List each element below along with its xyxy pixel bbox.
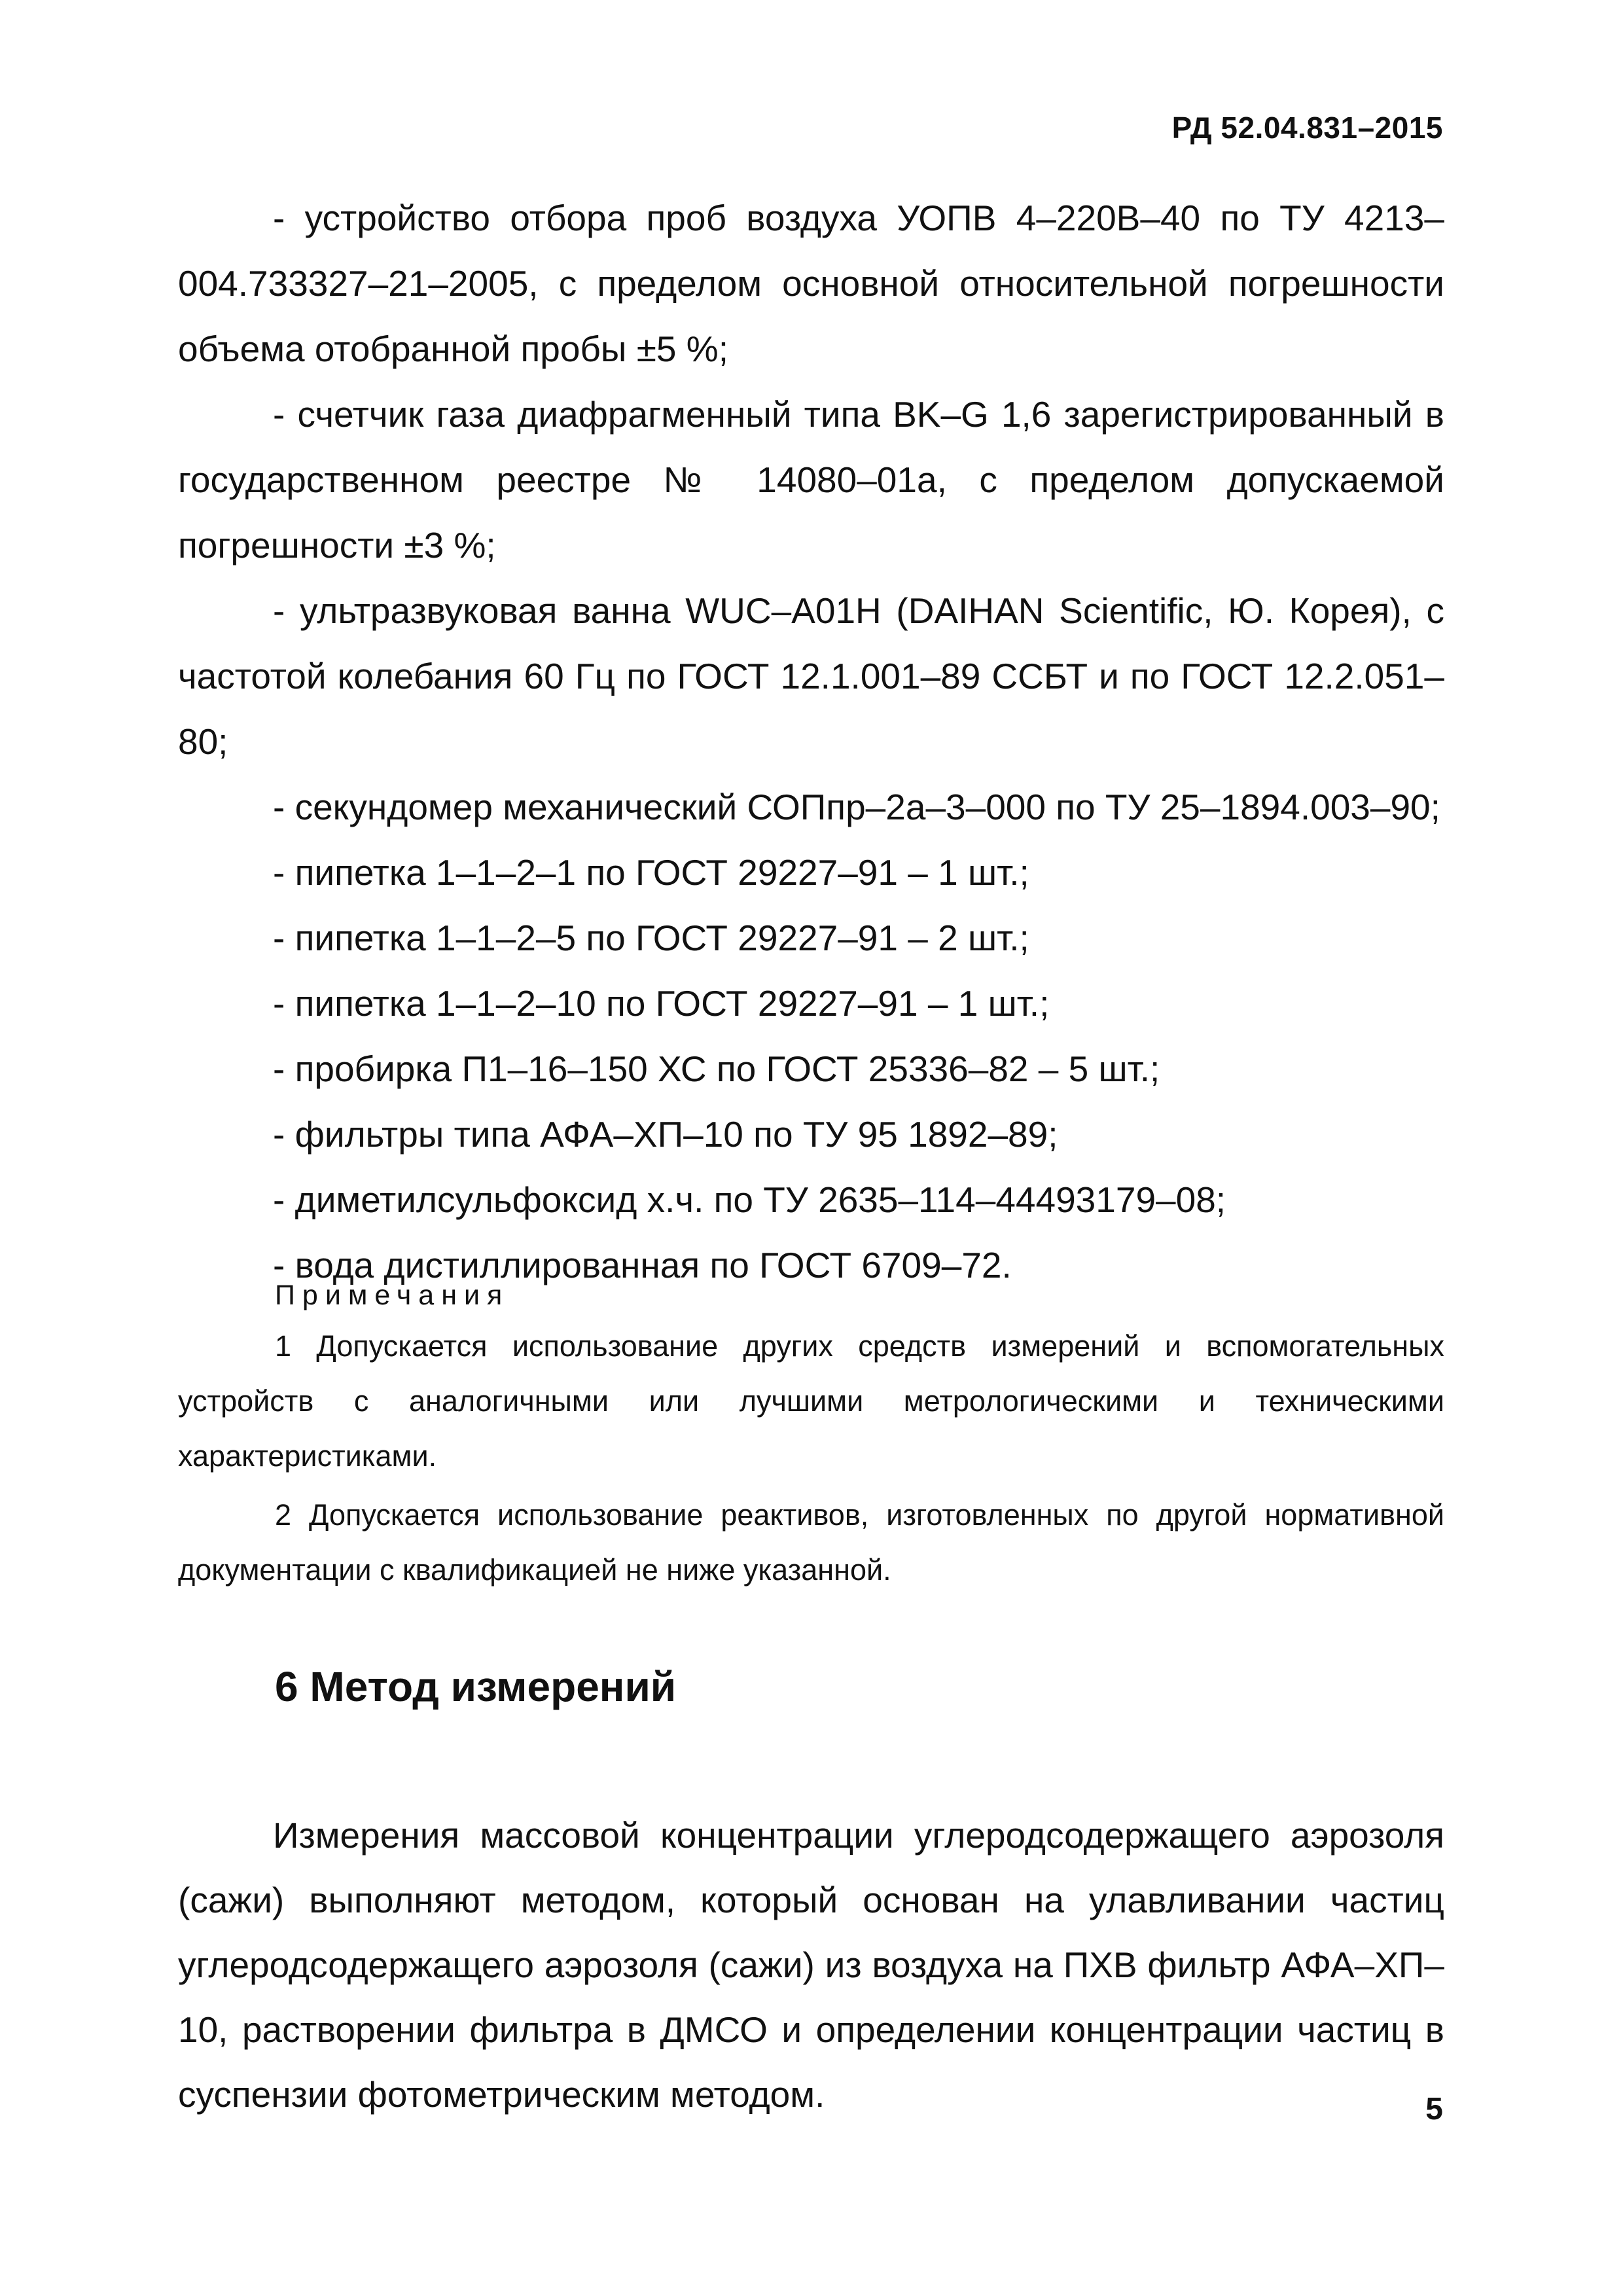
equipment-item: - пипетка 1–1–2–10 по ГОСТ 29227–91 – 1 шт.; <box>273 983 1050 1024</box>
equipment-ultrasonic-bath: - ультразвуковая ванна WUC–A01H (DAIHAN Scientific, Ю. Корея), с частотой колебания 60 Гц по ГОСТ 12.1.001–89 ССБТ и по ГОСТ 12.2.051–80; <box>178 590 1444 762</box>
notes-block <box>178 1319 1444 1602</box>
equipment-item: - секундомер механический СОПпр–2а–3–000 по ТУ 25–1894.003–90; <box>273 787 1440 827</box>
note-2: 2 Допускается использование реактивов, изготовленных по другой нормативной документации с квалификацией не ниже указанной. <box>178 1498 1444 1587</box>
document-code: РД 52.04.831–2015 <box>1171 111 1443 145</box>
equipment-item: - диметилсульфоксид х.ч. по ТУ 2635–114–44493179–08; <box>273 1179 1226 1220</box>
equipment-item: - фильтры типа АФА–ХП–10 по ТУ 95 1892–89; <box>273 1114 1058 1155</box>
equipment-list <box>178 185 1444 1298</box>
section-heading: 6 Метод измерений <box>275 1663 677 1710</box>
equipment-item: - пипетка 1–1–2–5 по ГОСТ 29227–91 – 2 шт.; <box>273 918 1029 958</box>
equipment-air-sampler: - устройство отбора проб воздуха УОПВ 4–220В–40 по ТУ 4213–004.733327–21–2005, с пределом основной относительной погрешности объема отобранной пробы ±5 %; <box>178 198 1444 369</box>
notes-title: Примечания <box>275 1280 510 1311</box>
equipment-item: - пипетка 1–1–2–1 по ГОСТ 29227–91 – 1 шт.; <box>273 852 1029 893</box>
equipment-gas-meter: - счетчик газа диафрагменный типа BK–G 1,6 зарегистрированный в государственном реестре № 14080–01а, с пределом допускаемой погрешности ±3 %; <box>178 394 1444 565</box>
equipment-item: - пробирка П1–16–150 ХС по ГОСТ 25336–82 – 5 шт.; <box>273 1049 1160 1089</box>
page-number: 5 <box>1425 2092 1443 2126</box>
equipment-item: - вода дистиллированная по ГОСТ 6709–72. <box>273 1245 1012 1285</box>
method-paragraph: Измерения массовой концентрации углеродсодержащего аэрозоля (сажи) выполняют методом, который основан на улавливании частиц углеродсодержащего аэрозоля (сажи) из воздуха на ПХВ фильтр АФА–ХП–10, растворении фильтра в ДМСО и определении концентрации частиц в суспензии фотометрическим методом. <box>178 1815 1444 2115</box>
method-description <box>178 1803 1444 2127</box>
note-1: 1 Допускается использование других средств измерений и вспомогательных устройств с аналогичными или лучшими метрологическими и техническими характеристиками. <box>178 1329 1444 1473</box>
